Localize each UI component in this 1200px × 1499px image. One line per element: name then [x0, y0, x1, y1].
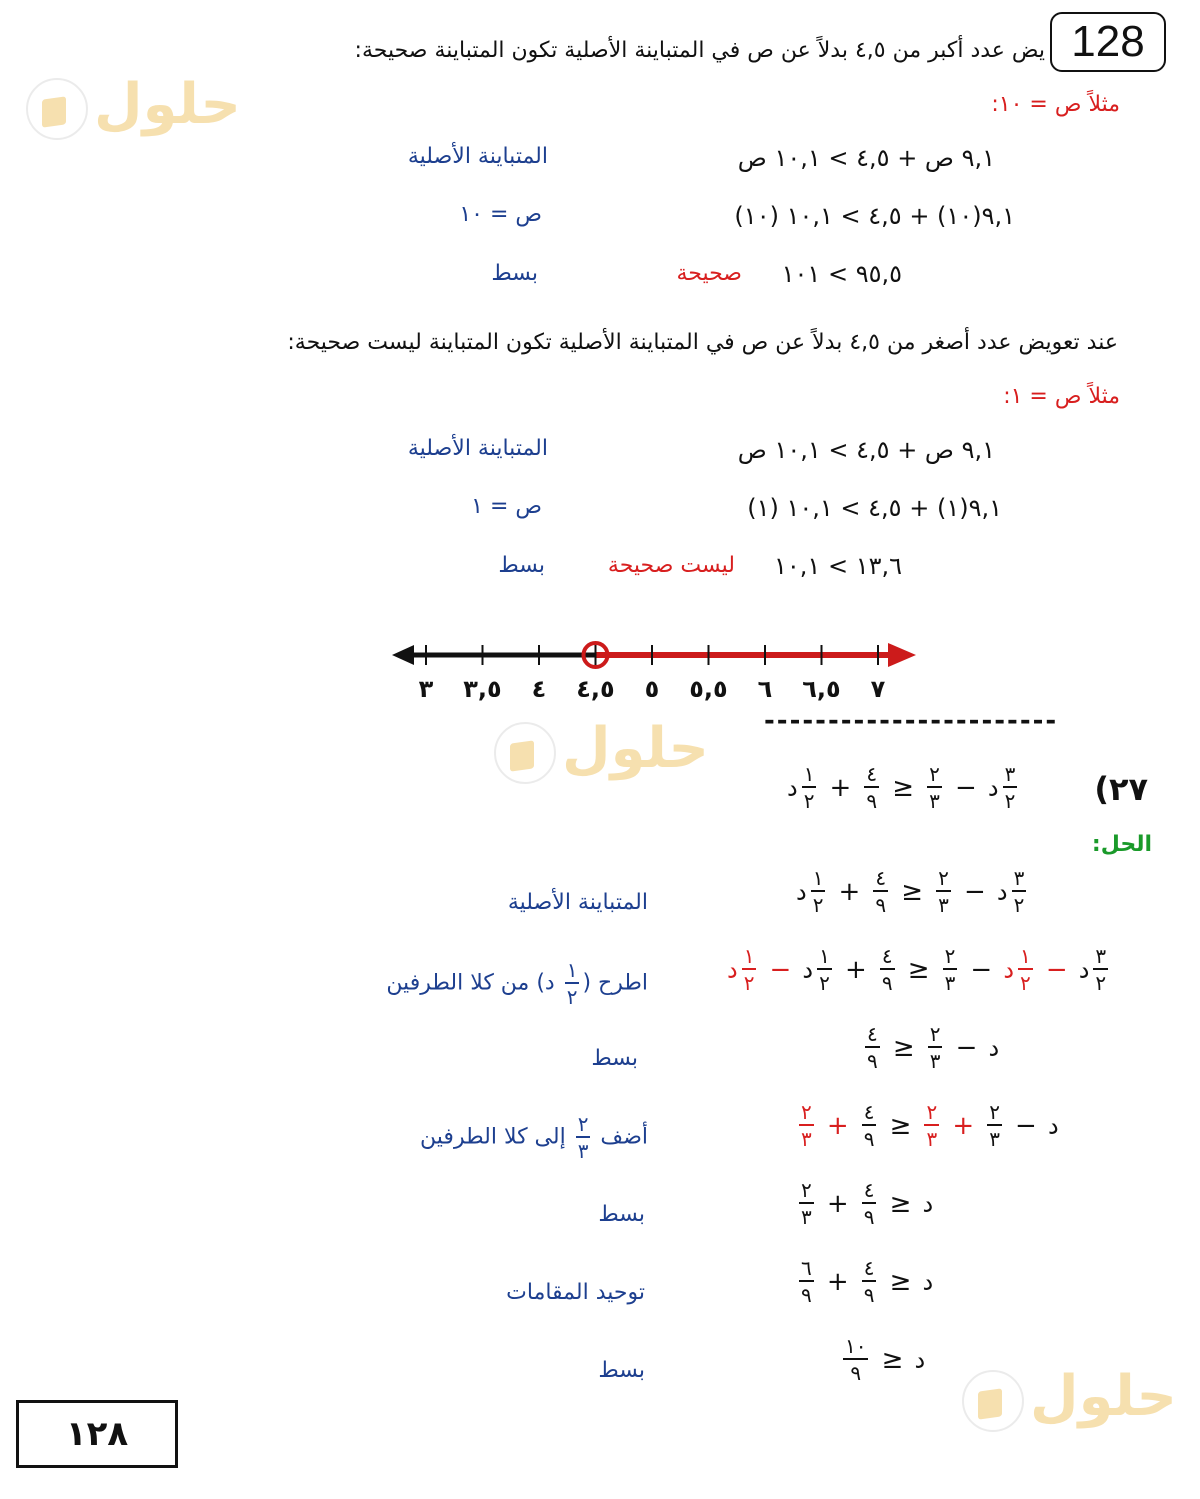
step4-label: أضف $\frac{٢}{٣}$ إلى كلا الطرفين: [420, 1112, 648, 1163]
solution-label: الحل:: [1091, 832, 1152, 857]
section2-label-2: ص = ١: [471, 494, 542, 519]
watermark-logo-bottom: حلول: [962, 1364, 1172, 1436]
section2-intro: عند تعويض عدد أصغر من ٤,٥ بدلاً عن ص في المتباينة الأصلية تكون المتباينة ليست صحيحة:: [287, 330, 1118, 355]
tick-label: ٦,٥: [802, 675, 841, 703]
tick-label: ٥: [644, 675, 660, 703]
logo-circle-icon: [26, 78, 88, 140]
section1-label-2: ص = ١٠: [459, 202, 542, 227]
tick-label: ٥,٥: [689, 675, 728, 703]
step7-equation: $\frac{١٠}{٩}$ ≥ د: [845, 1334, 926, 1385]
section2-label-3: بسط: [498, 553, 545, 578]
left-arrow-icon: [392, 645, 414, 665]
step4-equation: $\frac{٢}{٣}$ + $\frac{٤}{٩}$ ≥ $\frac{٢}{٣}$ + $\frac{٢}{٣}$ − د: [801, 1100, 1059, 1151]
section1-label-1: المتباينة الأصلية: [407, 144, 548, 169]
tick-label: ٧: [870, 675, 886, 703]
section1-example: مثلاً ص = ١٠:: [991, 92, 1120, 117]
section2-eq-1: ٩,١ ص + ٤,٥ > ١٠,١ ص: [737, 436, 995, 464]
section1-intro: يض عدد أكبر من ٤,٥ بدلاً عن ص في المتباينة الأصلية تكون المتباينة صحيحة:: [354, 38, 1045, 63]
section2-eq-2: ٩,١(١) + ٤,٥ > ١٠,١ (١): [747, 494, 1002, 522]
number-line: [380, 630, 940, 710]
section1-eq-1: ٩,١ ص + ٤,٥ > ١٠,١ ص: [737, 144, 995, 172]
section2-label-1: المتباينة الأصلية: [407, 436, 548, 461]
section2-eq-3: ١٣,٦ > ١٠,١: [774, 552, 902, 580]
separator-line: -----------------------: [764, 706, 1059, 736]
page-number-box: 128: [1050, 12, 1166, 72]
section1-eq-2: ٩,١(١٠) + ٤,٥ > ١٠,١ (١٠): [734, 202, 1015, 230]
tick-label: ٣: [418, 675, 434, 703]
section2-example: مثلاً ص = ١:: [1003, 384, 1120, 409]
section1-status: صحيحة: [676, 261, 742, 286]
step6-equation: $\frac{٦}{٩}$ + $\frac{٤}{٩}$ ≥ د: [801, 1256, 934, 1307]
step1-equation: د $\frac{١}{٢}$ + $\frac{٤}{٩}$ ≥ $\frac{٢}{٣}$ − د $\frac{٣}{٢}$: [796, 866, 1025, 917]
problem27-number: ٢٧): [1094, 770, 1148, 808]
logo-circle-icon: [962, 1370, 1024, 1432]
section1-label-3: بسط: [491, 261, 538, 286]
watermark-logo-top: حلول: [26, 72, 236, 144]
step2-label: اطرح ( $\frac{١}{٢}$ د) من كلا الطرفين: [386, 958, 648, 1009]
page-number-footer: ١٢٨: [16, 1400, 178, 1468]
logo-circle-icon: [494, 722, 556, 784]
step7-label: بسط: [598, 1358, 645, 1383]
tick-label: ٤,٥: [576, 675, 615, 703]
tick-label: ٦: [757, 675, 773, 703]
section2-status: ليست صحيحة: [607, 553, 735, 578]
right-arrow-icon: [888, 643, 916, 667]
tick-label: ٣,٥: [463, 675, 502, 703]
step1-label: المتباينة الأصلية: [507, 890, 648, 915]
watermark-logo-middle: حلول: [494, 716, 704, 788]
step5-equation: $\frac{٢}{٣}$ + $\frac{٤}{٩}$ ≥ د: [801, 1178, 934, 1229]
step5-label: بسط: [598, 1202, 645, 1227]
step3-equation: $\frac{٤}{٩}$ ≥ $\frac{٢}{٣}$ − د: [867, 1022, 1000, 1073]
tick-label: ٤: [531, 675, 547, 703]
step3-label: بسط: [591, 1046, 638, 1071]
section1-eq-3: ٩٥,٥ > ١٠١: [781, 260, 902, 288]
step2-equation: د $\frac{١}{٢}$ − د $\frac{١}{٢}$ + $\frac{٤}{٩}$ ≥ $\frac{٢}{٣}$ − د $\frac{١}{٢}$ − د $\frac{٣}{٢}$: [727, 944, 1107, 995]
step6-label: توحيد المقامات: [506, 1280, 645, 1305]
problem27-statement: د $\frac{١}{٢}$ + $\frac{٤}{٩}$ ≥ $\frac{٢}{٣}$ − د $\frac{٣}{٢}$: [787, 762, 1016, 813]
